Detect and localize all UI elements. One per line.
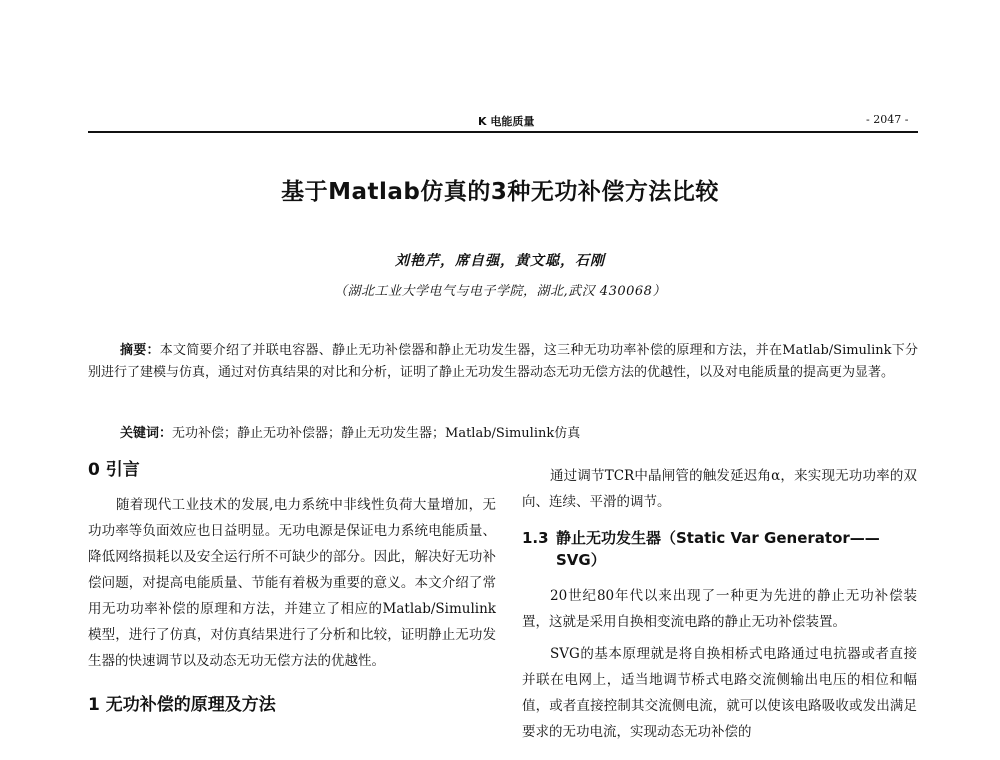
subsection-number: 1.3 [522, 529, 549, 547]
header-rule [88, 131, 918, 133]
section-heading-1: 1 无功补偿的原理及方法 [88, 695, 276, 715]
subsection-title: 静止无功发生器（Static Var Generator——SVG） [556, 529, 880, 569]
abstract-text: 本文简要介绍了并联电容器、静止无功补偿器和静止无功发生器，这三种无功功率补偿的原理和方法，并在Matlab/Simulink下分别进行了建模与仿真，通过对仿真结果的对比和分析，证明了静止无功发生器动态无功无偿方法的优越性，以及对电能质量的提高更为显著。 [88, 343, 918, 380]
left-column [88, 455, 496, 715]
section-heading-intro: 0 引言 [88, 460, 140, 480]
abstract-label: 摘要： [120, 343, 160, 358]
paper-title: 基于Matlab仿真的3种无功补偿方法比较 [281, 179, 719, 205]
keywords-label: 关键词： [120, 426, 173, 441]
keywords-text: 无功补偿；静止无功补偿器；静止无功发生器；Matlab/Simulink仿真 [172, 426, 581, 441]
page-number: - 2047 - [866, 113, 909, 126]
subsection-heading-1-3 [522, 527, 917, 571]
abstract [88, 340, 918, 384]
keywords [120, 423, 918, 445]
intro-paragraph: 随着现代工业技术的发展,电力系统中非线性负荷大量增加，无功功率等负面效应也日益明显。无功电源是保证电力系统电能质量、降低网络损耗以及安全运行所不可缺少的部分。因此，解决好无功补偿问题，对提高电能质量、节能有着极为重要的意义。本文介绍了常用无功功率补偿的原理和方法，并建立了相应的Matlab/Simulink模型，进行了仿真，对仿真结果进行了分析和比较，证明静止无功发生器的快速调节以及动态无功无偿方法的优越性。 [88, 497, 496, 669]
running-header-section: K 电能质量 [478, 115, 535, 128]
tcr-paragraph: 通过调节TCR中晶闸管的触发延迟角α，来实现无功功率的双向、连续、平滑的调节。 [522, 468, 917, 510]
right-column [522, 463, 917, 745]
affiliation: （湖北工业大学电气与电子学院，湖北,武汉 430068） [334, 284, 666, 299]
author-list: 刘艳芹，席自强，黄文聪，石刚 [395, 253, 605, 269]
